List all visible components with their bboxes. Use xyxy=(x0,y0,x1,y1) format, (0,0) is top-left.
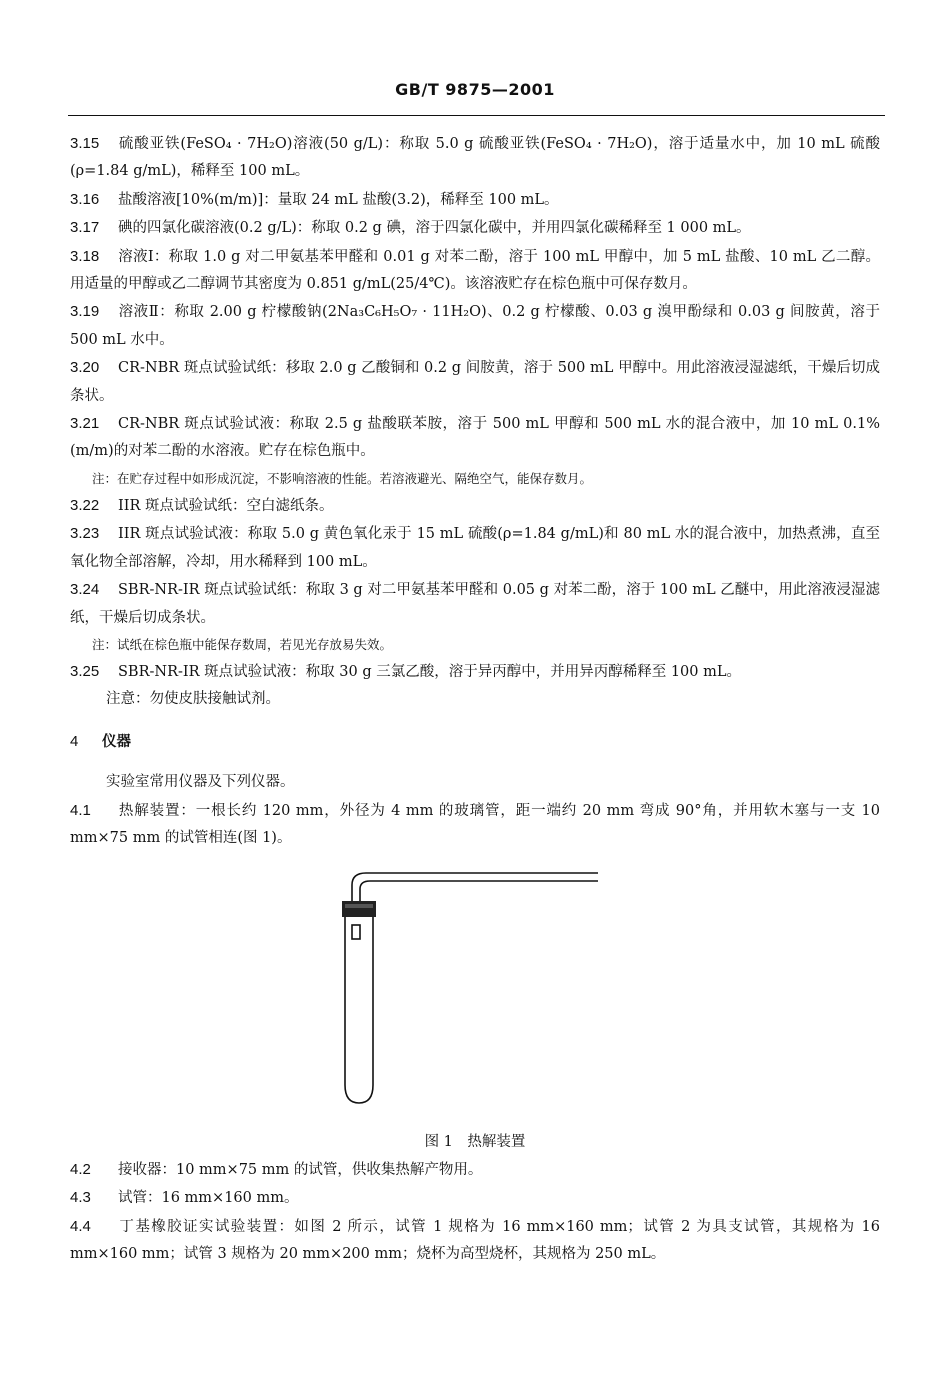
item-text: IIR 斑点试验试液：称取 5.0 g 黄色氧化汞于 15 mL 硫酸(ρ=1.84 g/mL)和 80 mL 水的混合液中，加热煮沸，直至氧化物全部溶解，冷却，用水稀释到 100 mL。 xyxy=(70,526,880,570)
item-number: 3.16 xyxy=(70,190,100,208)
item-4-3 xyxy=(70,1184,880,1212)
main-content-continued xyxy=(70,1156,880,1269)
item-3-16 xyxy=(70,186,880,214)
item-text: 溶液Ⅱ：称取 2.00 g 柠檬酸钠(2Na₃C₆H₅O₇ · 11H₂O)、0.2 g 柠檬酸、0.03 g 溴甲酚绿和 0.03 g 间胺黄，溶于 500 mL 水中。 xyxy=(70,304,880,348)
item-number: 3.24 xyxy=(70,581,100,599)
item-text: IIR 斑点试验试纸：空白滤纸条。 xyxy=(118,497,334,514)
cork-stopper xyxy=(342,901,376,917)
item-3-24 xyxy=(70,576,880,632)
item-number: 3.20 xyxy=(70,359,100,377)
glass-tube-inner xyxy=(360,881,598,910)
item-3-21 xyxy=(70,410,880,466)
caution-text: 注意：勿使皮肤接触试剂。 xyxy=(106,691,280,708)
figure-1-caption: 图 1 热解装置 xyxy=(424,1134,526,1150)
item-text: SBR-NR-IR 斑点试验试纸：称取 3 g 对二甲氨基苯甲醛和 0.05 g 对苯二酚，溶于 100 mL 乙醚中，用此溶液浸湿滤纸，干燥后切成条状。 xyxy=(70,582,880,626)
item-text: CR-NBR 斑点试验试纸：移取 2.0 g 乙酸铜和 0.2 g 间胺黄，溶于 500 mL 甲醇中。用此溶液浸湿滤纸，干燥后切成条状。 xyxy=(70,360,880,404)
item-3-19 xyxy=(70,298,880,354)
test-tube xyxy=(345,913,373,1103)
item-3-25 xyxy=(70,658,880,686)
header-rule xyxy=(68,115,885,116)
item-number: 3.19 xyxy=(70,303,100,321)
pyrolysis-apparatus-drawing xyxy=(0,865,950,1145)
glass-tube-outer xyxy=(352,873,598,910)
item-text: 硫酸亚铁(FeSO₄ · 7H₂O)溶液(50 g/L)：称取 5.0 g 硫酸亚铁(FeSO₄ · 7H₂O)，溶于适量水中，加 10 mL 硫酸(ρ=1.84 g/mL)，稀释至 100 mL。 xyxy=(70,136,880,180)
item-number: 3.25 xyxy=(70,662,100,680)
item-4-4 xyxy=(70,1213,880,1269)
note-test-paper: 注：试纸在棕色瓶中能保存数周，若见光存放易失效。 xyxy=(92,636,393,652)
item-4-2 xyxy=(70,1156,880,1184)
item-number: 3.23 xyxy=(70,525,100,543)
item-3-15 xyxy=(70,130,880,186)
standard-header: GB/T 9875—2001 xyxy=(395,80,555,99)
section-4-intro: 实验室常用仪器及下列仪器。 xyxy=(106,774,295,791)
section-4-heading xyxy=(70,728,880,755)
note-storage: 注：在贮存过程中如形成沉淀，不影响溶液的性能。若溶液避光、隔绝空气，能保存数月。 xyxy=(92,470,593,486)
tube-stem xyxy=(352,925,360,939)
item-text: SBR-NR-IR 斑点试验试液：称取 30 g 三氯乙酸，溶于异丙醇中，并用异丙醇稀释至 100 mL。 xyxy=(118,663,741,680)
item-text: 热解装置：一根长约 120 mm，外径为 4 mm 的玻璃管，距一端约 20 mm 弯成 90°角，并用软木塞与一支 10 mm×75 mm 的试管相连(图 1)。 xyxy=(70,802,880,846)
figure-1-pyrolysis-apparatus xyxy=(0,865,950,1145)
item-number: 3.15 xyxy=(70,135,100,152)
item-3-17 xyxy=(70,214,880,242)
item-number: 4.4 xyxy=(70,1217,91,1235)
item-number: 4.2 xyxy=(70,1161,91,1178)
item-number: 4.3 xyxy=(70,1189,91,1207)
item-text: 溶液Ⅰ：称取 1.0 g 对二甲氨基苯甲醛和 0.01 g 对苯二酚，溶于 100 mL 甲醇中，加 5 mL 盐酸、10 mL 乙二醇。用适量的甲醇或乙二醇调节其密度为 0.851 g/mL(25/4℃)。该溶液贮存在棕色瓶中可保存数月。 xyxy=(70,248,880,293)
item-number: 3.18 xyxy=(70,247,100,265)
item-3-22 xyxy=(70,492,880,520)
section-number: 4 xyxy=(70,732,79,750)
item-4-1 xyxy=(70,797,880,853)
item-3-23 xyxy=(70,520,880,576)
item-number: 3.17 xyxy=(70,219,100,237)
section-title: 仪器 xyxy=(102,732,131,750)
item-text: 接收器：10 mm×75 mm 的试管，供收集热解产物用。 xyxy=(118,1162,483,1178)
item-text: 丁基橡胶证实试验装置：如图 2 所示，试管 1 规格为 16 mm×160 mm；试管 2 为具支试管，其规格为 16 mm×160 mm；试管 3 规格为 20 mm×200 mm；烧杯为高型烧杯，其规格为 250 mL。 xyxy=(70,1218,880,1263)
item-3-18 xyxy=(70,243,880,299)
item-3-20 xyxy=(70,354,880,410)
item-number: 4.1 xyxy=(70,801,91,819)
main-content xyxy=(70,130,880,852)
item-text: CR-NBR 斑点试验试液：称取 2.5 g 盐酸联苯胺，溶于 500 mL 甲醇和 500 mL 水的混合液中，加 10 mL 0.1%(m/m)的对苯二酚的水溶液。贮存在棕色瓶中。 xyxy=(70,416,880,460)
item-number: 3.21 xyxy=(70,415,100,433)
item-number: 3.22 xyxy=(70,496,100,514)
item-text: 试管：16 mm×160 mm。 xyxy=(118,1190,299,1207)
item-text: 碘的四氯化碳溶液(0.2 g/L)：称取 0.2 g 碘，溶于四氯化碳中，并用四氯化碳稀释至 1 000 mL。 xyxy=(118,220,751,237)
item-text: 盐酸溶液[10%(m/m)]：量取 24 mL 盐酸(3.2)，稀释至 100 mL。 xyxy=(118,191,559,208)
